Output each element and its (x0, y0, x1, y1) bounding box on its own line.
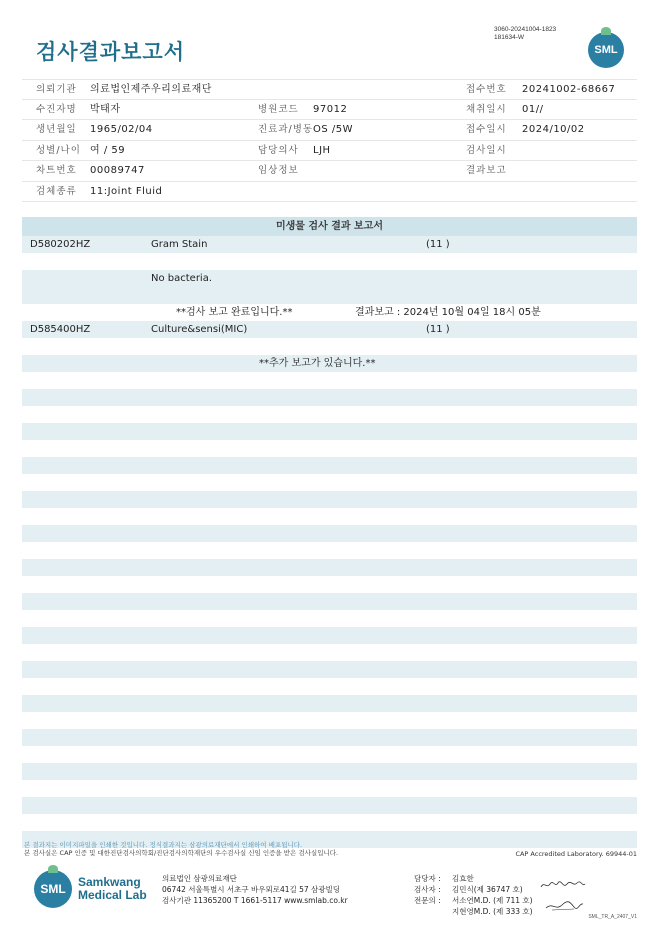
staff-name: 김효한 (452, 874, 474, 883)
info-label: 수진자명 (36, 103, 77, 115)
row-stripe (22, 270, 637, 287)
test-code: D580202HZ (30, 239, 91, 250)
sml-logo-mark: SML (34, 870, 72, 908)
test-name: Culture&sensi(MIC) (151, 324, 248, 335)
patient-info-table (22, 79, 637, 202)
organization-contact: 검사기관 11365200 T 1661-5117 www.smlab.co.kr (162, 896, 348, 905)
row-stripe (22, 321, 637, 338)
info-label: 담당의사 (258, 144, 299, 156)
info-row (22, 161, 637, 182)
info-label: 의뢰기관 (36, 84, 77, 95)
info-row (22, 100, 637, 121)
brand-line2: Medical Lab (78, 888, 147, 902)
organization-address: 06742 서울특별시 서초구 바우뫼로41길 57 삼광빌딩 (162, 885, 341, 894)
report-timestamp: 결과보고 : 2024년 10월 04일 18시 05분 (355, 307, 541, 318)
info-label: 임상정보 (258, 165, 299, 176)
row-stripe (22, 457, 637, 474)
info-value: 97012 (313, 103, 348, 115)
staff-row (414, 895, 533, 906)
specimen-code: (11 ) (426, 239, 450, 250)
info-label: 접수일시 (466, 124, 507, 135)
info-value: 의료법인제주우리의료재단 (90, 84, 212, 95)
row-stripe (22, 661, 637, 678)
organization-name: 의료법인 삼광의료재단 (162, 874, 237, 883)
info-row (22, 79, 637, 100)
row-stripe (22, 729, 637, 746)
info-value: 여 / 59 (90, 144, 126, 156)
organization-info (162, 873, 348, 906)
info-value: 1965/02/04 (90, 124, 153, 135)
barcode-text (494, 26, 556, 41)
staff-role: 검사자 : (414, 885, 441, 894)
samkwang-logo (34, 870, 147, 908)
row-stripe (22, 593, 637, 610)
row-stripe (22, 236, 637, 253)
info-value: 박태자 (90, 103, 121, 115)
info-label: 생년월일 (36, 124, 77, 135)
info-row (22, 141, 637, 162)
staff-name: 서소연M.D. (제 711 호) (452, 896, 533, 905)
report-complete-message: **검사 보고 완료입니다.** (176, 307, 293, 318)
info-value: OS /5W (313, 124, 354, 135)
staff-name: 지현영M.D. (제 333 호) (452, 907, 533, 916)
info-label: 성별/나이 (36, 144, 81, 156)
cap-accreditation: CAP Accredited Laboratory. 69944-01 (515, 850, 637, 858)
signature-doctor (544, 900, 584, 912)
barcode-text-line2: 181634-W (494, 33, 524, 41)
info-row (22, 120, 637, 141)
row-stripe (22, 797, 637, 814)
info-label: 접수번호 (466, 84, 507, 95)
signature-technician (540, 880, 586, 890)
test-code: D585400HZ (30, 324, 91, 335)
info-label: 채취일시 (466, 103, 507, 115)
info-label: 진료과/병동 (258, 124, 314, 135)
brand-name (78, 876, 147, 902)
info-label: 검체종류 (36, 185, 77, 197)
row-stripe (22, 389, 637, 406)
staff-role: 전문의 : (414, 896, 441, 905)
specimen-code: (11 ) (426, 324, 450, 335)
staff-name: 김민식(제 36747 호) (452, 885, 523, 894)
test-name: Gram Stain (151, 239, 208, 250)
row-stripe (22, 287, 637, 304)
footer-notice (24, 841, 338, 857)
staff-row (414, 884, 533, 895)
info-value: LJH (313, 144, 331, 156)
staff-list (414, 873, 533, 917)
info-value: 20241002-68667 (522, 84, 616, 95)
info-value: 11:Joint Fluid (90, 185, 163, 197)
test-result: No bacteria. (151, 273, 213, 284)
staff-role: 담당자 : (414, 874, 441, 883)
info-row (22, 182, 637, 203)
results-section-title: 미생물 검사 결과 보고서 (22, 217, 637, 236)
row-stripe (22, 525, 637, 542)
brand-line1: Samkwang (78, 875, 141, 889)
info-label: 결과보고 (466, 165, 507, 176)
row-stripe (22, 627, 637, 644)
info-label: 차트번호 (36, 165, 77, 176)
additional-report-message: **추가 보고가 있습니다.** (259, 358, 376, 369)
staff-row (414, 906, 533, 917)
row-stripe (22, 423, 637, 440)
info-label: 검사일시 (466, 144, 507, 156)
info-value: 2024/10/02 (522, 124, 585, 135)
certification-notice: 본 검사실은 CAP 인증 및 대한진단검사의학회/진단검사의학재단의 우수검사실 신임 인증을 받은 검사실입니다. (24, 849, 339, 857)
print-notice: 본 결과지는 이미지파일을 인쇄한 것입니다. 정식결과지는 삼광의료재단에서 인쇄하여 배포됩니다. (24, 841, 303, 849)
row-stripe (22, 763, 637, 780)
sml-logo-top: SML (588, 32, 624, 68)
staff-role (414, 906, 452, 917)
row-stripe (22, 559, 637, 576)
row-stripe (22, 491, 637, 508)
staff-row (414, 873, 533, 884)
info-value: 01// (522, 103, 544, 115)
form-code: SML_TR_A_2407_V1 (588, 914, 637, 920)
document-title: 검사결과보고서 (36, 40, 186, 64)
barcode-text-line1: 3060-20241004-1823 (494, 26, 557, 33)
row-stripe (22, 695, 637, 712)
info-value: 00089747 (90, 165, 145, 176)
info-label: 병원코드 (258, 103, 299, 115)
